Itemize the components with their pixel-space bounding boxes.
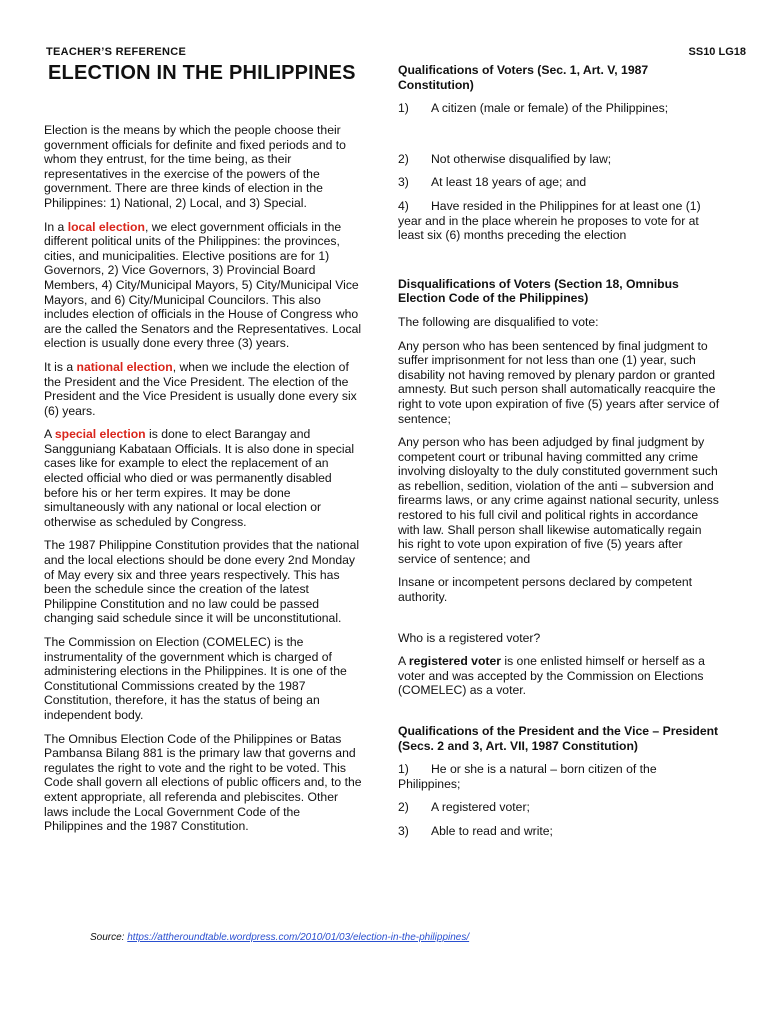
president-qualifications-heading: Qualifications of the President and the Vice – President (Secs. 2 and 3, Art. VII, 1987 Constitution): [398, 724, 719, 753]
national-election-paragraph: It is a national election, when we include the election of the President and the Vice President. The election of the President and the Vice President is usually done every six (6) years.: [44, 359, 357, 418]
local-election-term: local election: [67, 219, 145, 234]
list-item: 3) At least 18 years of age; and: [398, 175, 587, 190]
special-election-paragraph: A special election is done to elect Barangay and Sangguniang Kabataan Officials. It is also done in special cases like for example to elect the replacement of an elected official who died or was permanently disabled before his or her term expires. It may be done simultaneously with any national or local election or otherwise as scheduled by Congress.: [44, 427, 355, 529]
comelec-paragraph: The Commission on Election (COMELEC) is the instrumentality of the government which is charged of administering elections in the Philippines. It is one of the Constitutional Commissions created by the 1987 Constitution, therefore, it has the status of being an independent body.: [44, 635, 347, 722]
list-item: 2) Not otherwise disqualified by law;: [398, 151, 612, 166]
right-column: [398, 63, 720, 848]
voter-disqualifications-heading: Disqualifications of Voters (Section 18, Omnibus Election Code of the Philippines): [398, 276, 679, 306]
source-link[interactable]: https://attheroundtable.wordpress.com/2010/01/03/election-in-the-philippines/: [127, 932, 470, 943]
list-item: 1) A citizen (male or female) of the Philippines;: [398, 101, 669, 116]
list-item: 1) He or she is a natural – born citizen of the Philippines;: [398, 762, 657, 791]
disqualification-intro: The following are disqualified to vote:: [398, 314, 599, 329]
disqualification-item: Any person who has been adjudged by final judgment by competent court or tribunal having committed any crime involving disloyalty to the duly constituted government such as rebellion, sedition, violation of the anti – subversion and firearms laws, or any crime against national security, unless restored to his full civil and political rights in accordance with law. Shall person shall likewise automatically regain his right to vote upon expiration of five (5) years after service of sentence; and: [398, 435, 719, 566]
disqualification-item: Insane or incompetent persons declared by competent authority.: [398, 575, 693, 605]
omnibus-code-paragraph: The Omnibus Election Code of the Philippines or Batas Pambansa Bilang 881 is the primary law that governs and regulates the right to vote and the right to be voted. This Code shall govern all elections of public officers and, to the extent appropriate, all referenda and plebiscites. Other laws include the Local Government Code of the Philippines and the 1987 Constitution.: [44, 731, 362, 834]
special-election-term: special election: [54, 427, 146, 442]
national-election-term: national election: [76, 359, 173, 374]
document-label: TEACHER’S REFERENCE: [46, 46, 187, 58]
source-citation: Source: https://attheroundtable.wordpress.com/2010/01/03/election-in-the-philippines/: [90, 932, 470, 943]
disqualification-item: Any person who has been sentenced by final judgment to suffer imprisonment for not less than one (1) year, such disability not having removed by plenary pardon or granted amnesty. But such person shall automatically reacquire the right to vote upon expiration of five (5) years after service of sentence;: [398, 338, 720, 426]
intro-paragraph: Election is the means by which the people choose their government officials for definite and fixed periods and to whom they entrust, for the time being, as their representatives in the exercise of the powers of the government. There are three kinds of election in the Philippines: 1) National, 2) Local, and 3) Special.: [44, 123, 346, 210]
constitution-schedule-paragraph: The 1987 Philippine Constitution provides that the national and the local elections should be done every 2nd Monday of May every six and three years respectively. This has been the schedule since the creation of the latest Philippine Constitution and no law could be passed changing said schedule since it will be unconstitutional.: [44, 538, 360, 626]
list-item: 2) A registered voter;: [398, 800, 530, 815]
local-election-paragraph: In a local election, we elect government officials in the different political units of the Philippines: the provinces, cities, and municipalities. Elective positions are for 1) Governors, 2) Vice Governors, 3) Provincial Board Members, 4) City/Municipal Mayors, 5) City/Municipal Vice Mayors, and 6) City/Municipal Councilors. This also includes election of officials in the House of Congress who are the called the Senators and the Representatives. Local election is usually done every three (3) years.: [44, 219, 362, 351]
page-title: ELECTION IN THE PHILIPPINES: [48, 62, 356, 84]
list-item: 4) Have resided in the Philippines for at least one (1) year and in the place wherein he proposes to vote for at least six (6) months preceding the election: [398, 198, 701, 243]
document-code: SS10 LG18: [688, 46, 746, 58]
voter-qualifications-heading: Qualifications of Voters (Sec. 1, Art. V, 1987 Constitution): [398, 63, 649, 92]
left-column: [44, 123, 362, 843]
registered-voter-definition: A registered voter is one enlisted himself or herself as a voter and was accepted by the Commission on Elections (COMELEC) as a voter.: [398, 654, 705, 698]
list-item: 3) Able to read and write;: [398, 823, 553, 838]
registered-voter-question: Who is a registered voter?: [398, 630, 541, 645]
